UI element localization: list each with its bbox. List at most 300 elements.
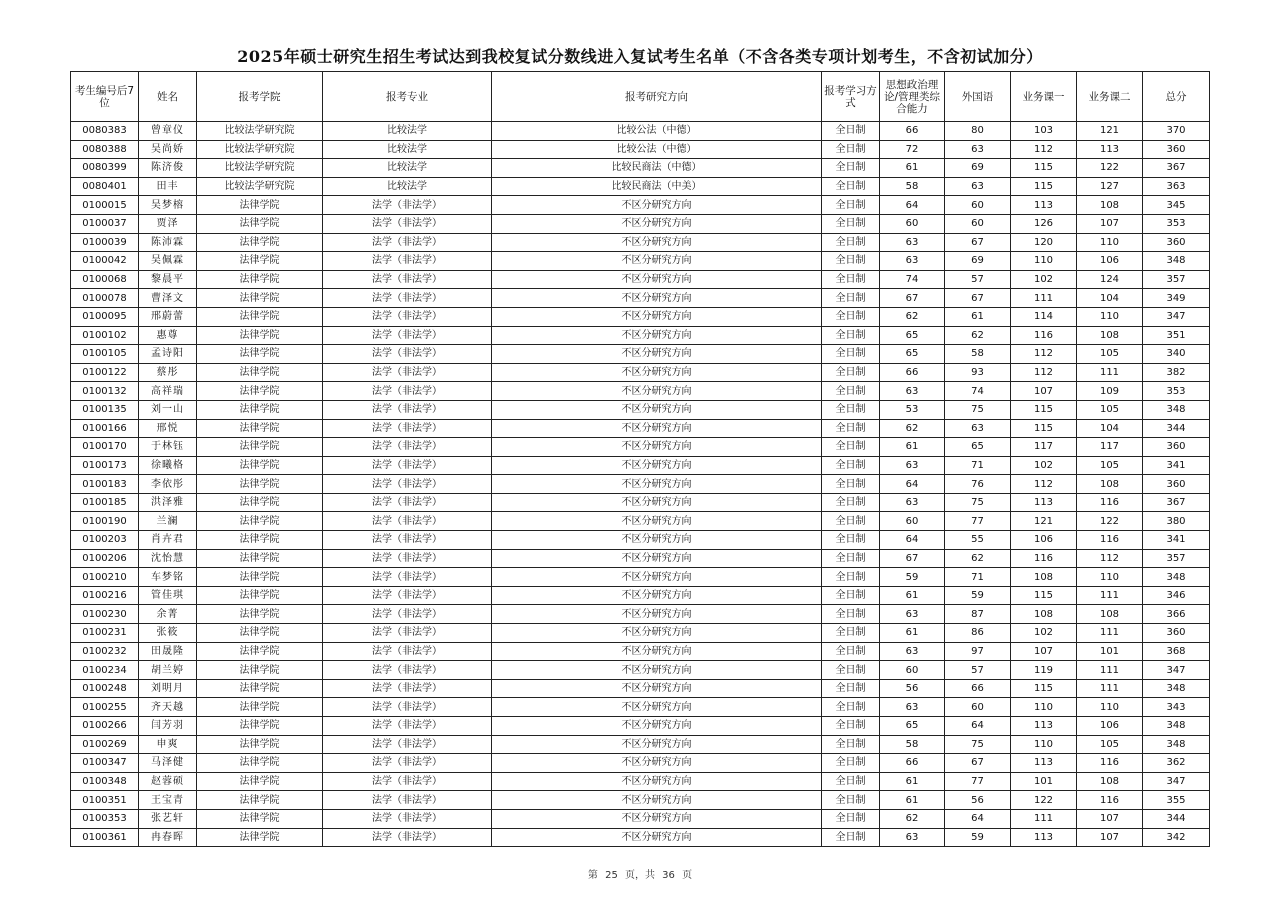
cell-candidate-name: 刘一山 (139, 400, 197, 419)
table-row (71, 326, 1210, 345)
cell-total-score: 360 (1143, 475, 1210, 494)
cell-course-two-score: 104 (1077, 419, 1143, 438)
table-row (71, 400, 1210, 419)
cell-school: 法律学院 (197, 568, 323, 587)
cell-school: 法律学院 (197, 624, 323, 643)
table-row (71, 196, 1210, 215)
cell-school: 法律学院 (197, 809, 323, 828)
cell-course-two-score: 109 (1077, 382, 1143, 401)
cell-exam-id: 0100232 (71, 642, 139, 661)
cell-politics-score: 62 (880, 419, 945, 438)
cell-school: 法律学院 (197, 475, 323, 494)
cell-study-mode: 全日制 (822, 568, 880, 587)
cell-study-mode: 全日制 (822, 754, 880, 773)
cell-major: 法学（非法学） (323, 456, 492, 475)
cell-study-mode: 全日制 (822, 122, 880, 141)
table-row (71, 493, 1210, 512)
cell-course-one-score: 103 (1011, 122, 1077, 141)
table-row (71, 512, 1210, 531)
cell-foreign-language-score: 62 (945, 549, 1011, 568)
header-school: 报考学院 (197, 72, 323, 122)
cell-politics-score: 63 (880, 493, 945, 512)
cell-major: 法学（非法学） (323, 679, 492, 698)
cell-course-one-score: 106 (1011, 531, 1077, 550)
cell-foreign-language-score: 75 (945, 493, 1011, 512)
header-course-two: 业务课二 (1077, 72, 1143, 122)
cell-foreign-language-score: 57 (945, 661, 1011, 680)
cell-candidate-name: 吴佩霖 (139, 252, 197, 271)
table-row (71, 122, 1210, 141)
cell-course-two-score: 127 (1077, 177, 1143, 196)
cell-candidate-name: 管佳琪 (139, 586, 197, 605)
cell-major: 法学（非法学） (323, 270, 492, 289)
cell-politics-score: 63 (880, 642, 945, 661)
cell-exam-id: 0080388 (71, 140, 139, 159)
cell-course-one-score: 116 (1011, 549, 1077, 568)
cell-study-mode: 全日制 (822, 735, 880, 754)
cell-candidate-name: 田丰 (139, 177, 197, 196)
cell-major: 法学（非法学） (323, 419, 492, 438)
cell-exam-id: 0100095 (71, 307, 139, 326)
cell-direction: 不区分研究方向 (492, 363, 822, 382)
cell-course-one-score: 115 (1011, 177, 1077, 196)
cell-exam-id: 0100170 (71, 438, 139, 457)
cell-exam-id: 0080401 (71, 177, 139, 196)
table-row (71, 270, 1210, 289)
cell-total-score: 370 (1143, 122, 1210, 141)
cell-direction: 不区分研究方向 (492, 828, 822, 847)
cell-exam-id: 0100353 (71, 809, 139, 828)
table-row (71, 419, 1210, 438)
cell-school: 法律学院 (197, 493, 323, 512)
cell-foreign-language-score: 97 (945, 642, 1011, 661)
cell-politics-score: 61 (880, 438, 945, 457)
cell-direction: 比较公法（中德） (492, 140, 822, 159)
table-row (71, 624, 1210, 643)
cell-direction: 不区分研究方向 (492, 233, 822, 252)
cell-study-mode: 全日制 (822, 791, 880, 810)
cell-study-mode: 全日制 (822, 828, 880, 847)
cell-course-two-score: 111 (1077, 586, 1143, 605)
cell-total-score: 368 (1143, 642, 1210, 661)
table-body (71, 122, 1210, 847)
cell-politics-score: 61 (880, 159, 945, 178)
cell-foreign-language-score: 65 (945, 438, 1011, 457)
cell-total-score: 344 (1143, 419, 1210, 438)
cell-study-mode: 全日制 (822, 549, 880, 568)
cell-candidate-name: 曹泽文 (139, 289, 197, 308)
cell-school: 法律学院 (197, 586, 323, 605)
cell-candidate-name: 余菁 (139, 605, 197, 624)
cell-course-two-score: 105 (1077, 735, 1143, 754)
cell-direction: 不区分研究方向 (492, 772, 822, 791)
cell-candidate-name: 吴梦榕 (139, 196, 197, 215)
cell-course-one-score: 114 (1011, 307, 1077, 326)
cell-total-score: 382 (1143, 363, 1210, 382)
cell-direction: 不区分研究方向 (492, 345, 822, 364)
cell-total-score: 380 (1143, 512, 1210, 531)
cell-major: 法学（非法学） (323, 605, 492, 624)
cell-foreign-language-score: 77 (945, 512, 1011, 531)
cell-politics-score: 64 (880, 531, 945, 550)
cell-exam-id: 0100210 (71, 568, 139, 587)
cell-school: 法律学院 (197, 679, 323, 698)
cell-study-mode: 全日制 (822, 326, 880, 345)
header-foreign-language: 外国语 (945, 72, 1011, 122)
cell-politics-score: 67 (880, 549, 945, 568)
cell-politics-score: 61 (880, 772, 945, 791)
cell-course-two-score: 107 (1077, 828, 1143, 847)
cell-direction: 不区分研究方向 (492, 679, 822, 698)
cell-exam-id: 0100105 (71, 345, 139, 364)
cell-politics-score: 65 (880, 345, 945, 364)
cell-major: 法学（非法学） (323, 512, 492, 531)
cell-course-one-score: 110 (1011, 252, 1077, 271)
table-row (71, 140, 1210, 159)
cell-candidate-name: 王宝青 (139, 791, 197, 810)
cell-course-one-score: 101 (1011, 772, 1077, 791)
cell-study-mode: 全日制 (822, 698, 880, 717)
cell-exam-id: 0100078 (71, 289, 139, 308)
cell-study-mode: 全日制 (822, 345, 880, 364)
cell-foreign-language-score: 86 (945, 624, 1011, 643)
cell-foreign-language-score: 61 (945, 307, 1011, 326)
header-study-mode: 报考学习方式 (822, 72, 880, 122)
cell-direction: 比较公法（中德） (492, 122, 822, 141)
cell-foreign-language-score: 75 (945, 400, 1011, 419)
cell-direction: 不区分研究方向 (492, 735, 822, 754)
cell-major: 法学（非法学） (323, 754, 492, 773)
cell-candidate-name: 兰澜 (139, 512, 197, 531)
cell-candidate-name: 田晟隆 (139, 642, 197, 661)
cell-school: 法律学院 (197, 717, 323, 736)
cell-course-two-score: 101 (1077, 642, 1143, 661)
cell-study-mode: 全日制 (822, 177, 880, 196)
cell-school: 法律学院 (197, 196, 323, 215)
cell-course-two-score: 116 (1077, 531, 1143, 550)
cell-foreign-language-score: 59 (945, 828, 1011, 847)
cell-school: 法律学院 (197, 438, 323, 457)
cell-study-mode: 全日制 (822, 400, 880, 419)
cell-total-score: 360 (1143, 624, 1210, 643)
cell-school: 法律学院 (197, 289, 323, 308)
table-row (71, 568, 1210, 587)
candidate-table (70, 71, 1210, 847)
cell-course-one-score: 112 (1011, 475, 1077, 494)
cell-direction: 不区分研究方向 (492, 754, 822, 773)
cell-direction: 比较民商法（中美） (492, 177, 822, 196)
table-row (71, 307, 1210, 326)
cell-course-one-score: 112 (1011, 363, 1077, 382)
cell-foreign-language-score: 60 (945, 214, 1011, 233)
cell-total-score: 347 (1143, 307, 1210, 326)
cell-direction: 不区分研究方向 (492, 252, 822, 271)
cell-foreign-language-score: 63 (945, 177, 1011, 196)
cell-study-mode: 全日制 (822, 531, 880, 550)
cell-politics-score: 53 (880, 400, 945, 419)
cell-study-mode: 全日制 (822, 661, 880, 680)
cell-major: 法学（非法学） (323, 809, 492, 828)
cell-politics-score: 64 (880, 196, 945, 215)
cell-total-score: 360 (1143, 438, 1210, 457)
cell-foreign-language-score: 63 (945, 140, 1011, 159)
cell-foreign-language-score: 64 (945, 717, 1011, 736)
cell-study-mode: 全日制 (822, 307, 880, 326)
cell-course-one-score: 112 (1011, 140, 1077, 159)
cell-course-one-score: 102 (1011, 624, 1077, 643)
cell-exam-id: 0100351 (71, 791, 139, 810)
cell-course-one-score: 111 (1011, 289, 1077, 308)
cell-study-mode: 全日制 (822, 475, 880, 494)
cell-exam-id: 0100269 (71, 735, 139, 754)
cell-candidate-name: 赵蓉硕 (139, 772, 197, 791)
cell-direction: 不区分研究方向 (492, 531, 822, 550)
cell-course-one-score: 115 (1011, 419, 1077, 438)
cell-course-two-score: 108 (1077, 605, 1143, 624)
cell-candidate-name: 肖卉君 (139, 531, 197, 550)
table-row (71, 382, 1210, 401)
cell-exam-id: 0100042 (71, 252, 139, 271)
cell-foreign-language-score: 55 (945, 531, 1011, 550)
cell-foreign-language-score: 56 (945, 791, 1011, 810)
cell-major: 法学（非法学） (323, 791, 492, 810)
cell-course-one-score: 122 (1011, 791, 1077, 810)
cell-major: 法学（非法学） (323, 717, 492, 736)
cell-study-mode: 全日制 (822, 772, 880, 791)
table-row (71, 438, 1210, 457)
cell-candidate-name: 刘明月 (139, 679, 197, 698)
cell-candidate-name: 孟诗阳 (139, 345, 197, 364)
cell-politics-score: 63 (880, 233, 945, 252)
cell-course-two-score: 106 (1077, 717, 1143, 736)
cell-candidate-name: 齐天越 (139, 698, 197, 717)
cell-total-score: 348 (1143, 400, 1210, 419)
cell-course-one-score: 121 (1011, 512, 1077, 531)
cell-foreign-language-score: 87 (945, 605, 1011, 624)
cell-foreign-language-score: 64 (945, 809, 1011, 828)
cell-course-one-score: 102 (1011, 456, 1077, 475)
cell-politics-score: 63 (880, 605, 945, 624)
cell-course-two-score: 108 (1077, 475, 1143, 494)
cell-course-two-score: 108 (1077, 772, 1143, 791)
table-row (71, 828, 1210, 847)
cell-school: 法律学院 (197, 307, 323, 326)
cell-course-two-score: 111 (1077, 679, 1143, 698)
cell-course-two-score: 112 (1077, 549, 1143, 568)
table-row (71, 717, 1210, 736)
cell-course-one-score: 126 (1011, 214, 1077, 233)
cell-course-two-score: 105 (1077, 456, 1143, 475)
cell-study-mode: 全日制 (822, 252, 880, 271)
cell-study-mode: 全日制 (822, 512, 880, 531)
cell-candidate-name: 贾泽 (139, 214, 197, 233)
cell-direction: 不区分研究方向 (492, 586, 822, 605)
cell-total-score: 345 (1143, 196, 1210, 215)
cell-study-mode: 全日制 (822, 233, 880, 252)
cell-major: 法学（非法学） (323, 382, 492, 401)
cell-total-score: 360 (1143, 233, 1210, 252)
cell-exam-id: 0100102 (71, 326, 139, 345)
cell-major: 法学（非法学） (323, 549, 492, 568)
cell-major: 法学（非法学） (323, 214, 492, 233)
cell-course-two-score: 107 (1077, 809, 1143, 828)
cell-course-two-score: 108 (1077, 326, 1143, 345)
cell-politics-score: 61 (880, 586, 945, 605)
cell-major: 法学（非法学） (323, 438, 492, 457)
cell-candidate-name: 马泽健 (139, 754, 197, 773)
table-row (71, 214, 1210, 233)
cell-politics-score: 72 (880, 140, 945, 159)
cell-course-two-score: 108 (1077, 196, 1143, 215)
cell-course-two-score: 122 (1077, 159, 1143, 178)
cell-major: 法学（非法学） (323, 624, 492, 643)
cell-exam-id: 0100203 (71, 531, 139, 550)
cell-foreign-language-score: 71 (945, 456, 1011, 475)
cell-course-two-score: 111 (1077, 624, 1143, 643)
cell-total-score: 362 (1143, 754, 1210, 773)
cell-course-one-score: 115 (1011, 586, 1077, 605)
cell-study-mode: 全日制 (822, 382, 880, 401)
cell-foreign-language-score: 67 (945, 233, 1011, 252)
cell-major: 法学（非法学） (323, 568, 492, 587)
cell-major: 比较法学 (323, 122, 492, 141)
cell-course-two-score: 105 (1077, 400, 1143, 419)
table-row (71, 754, 1210, 773)
table-row (71, 698, 1210, 717)
table-row (71, 177, 1210, 196)
cell-direction: 不区分研究方向 (492, 791, 822, 810)
cell-candidate-name: 张艺轩 (139, 809, 197, 828)
table-row (71, 586, 1210, 605)
cell-politics-score: 60 (880, 661, 945, 680)
cell-politics-score: 61 (880, 624, 945, 643)
cell-study-mode: 全日制 (822, 214, 880, 233)
cell-foreign-language-score: 58 (945, 345, 1011, 364)
cell-school: 法律学院 (197, 772, 323, 791)
cell-major: 法学（非法学） (323, 828, 492, 847)
cell-major: 法学（非法学） (323, 252, 492, 271)
cell-major: 法学（非法学） (323, 289, 492, 308)
cell-major: 法学（非法学） (323, 233, 492, 252)
table-row (71, 252, 1210, 271)
cell-foreign-language-score: 60 (945, 698, 1011, 717)
cell-politics-score: 60 (880, 214, 945, 233)
cell-course-two-score: 124 (1077, 270, 1143, 289)
cell-politics-score: 58 (880, 735, 945, 754)
cell-exam-id: 0100361 (71, 828, 139, 847)
cell-study-mode: 全日制 (822, 363, 880, 382)
cell-total-score: 343 (1143, 698, 1210, 717)
cell-candidate-name: 邢悦 (139, 419, 197, 438)
cell-school: 法律学院 (197, 326, 323, 345)
table-row (71, 363, 1210, 382)
cell-foreign-language-score: 69 (945, 159, 1011, 178)
cell-candidate-name: 胡兰婷 (139, 661, 197, 680)
cell-study-mode: 全日制 (822, 586, 880, 605)
cell-course-two-score: 105 (1077, 345, 1143, 364)
cell-course-one-score: 120 (1011, 233, 1077, 252)
cell-foreign-language-score: 74 (945, 382, 1011, 401)
cell-total-score: 349 (1143, 289, 1210, 308)
cell-politics-score: 62 (880, 809, 945, 828)
cell-total-score: 366 (1143, 605, 1210, 624)
cell-study-mode: 全日制 (822, 456, 880, 475)
cell-course-two-score: 110 (1077, 698, 1143, 717)
cell-course-two-score: 110 (1077, 568, 1143, 587)
cell-school: 法律学院 (197, 456, 323, 475)
cell-school: 法律学院 (197, 735, 323, 754)
cell-course-one-score: 113 (1011, 828, 1077, 847)
cell-direction: 比较民商法（中德） (492, 159, 822, 178)
cell-direction: 不区分研究方向 (492, 661, 822, 680)
cell-school: 法律学院 (197, 791, 323, 810)
cell-course-two-score: 107 (1077, 214, 1143, 233)
cell-candidate-name: 邢蔚蕾 (139, 307, 197, 326)
cell-exam-id: 0100255 (71, 698, 139, 717)
cell-foreign-language-score: 57 (945, 270, 1011, 289)
cell-course-one-score: 112 (1011, 345, 1077, 364)
cell-major: 法学（非法学） (323, 772, 492, 791)
cell-course-one-score: 110 (1011, 698, 1077, 717)
cell-exam-id: 0100122 (71, 363, 139, 382)
cell-school: 法律学院 (197, 214, 323, 233)
cell-politics-score: 59 (880, 568, 945, 587)
cell-candidate-name: 沈怡慧 (139, 549, 197, 568)
cell-course-one-score: 113 (1011, 493, 1077, 512)
cell-school: 法律学院 (197, 661, 323, 680)
header-politics: 思想政治理论/管理类综合能力 (880, 72, 945, 122)
cell-candidate-name: 李依彤 (139, 475, 197, 494)
cell-politics-score: 63 (880, 252, 945, 271)
cell-politics-score: 67 (880, 289, 945, 308)
cell-course-two-score: 111 (1077, 661, 1143, 680)
table-row (71, 605, 1210, 624)
cell-politics-score: 65 (880, 717, 945, 736)
table-row (71, 772, 1210, 791)
cell-major: 法学（非法学） (323, 363, 492, 382)
cell-politics-score: 63 (880, 382, 945, 401)
cell-direction: 不区分研究方向 (492, 642, 822, 661)
cell-total-score: 355 (1143, 791, 1210, 810)
cell-school: 比较法学研究院 (197, 122, 323, 141)
cell-candidate-name: 申爽 (139, 735, 197, 754)
cell-course-two-score: 116 (1077, 791, 1143, 810)
cell-politics-score: 63 (880, 828, 945, 847)
cell-major: 法学（非法学） (323, 531, 492, 550)
cell-exam-id: 0100266 (71, 717, 139, 736)
cell-politics-score: 66 (880, 122, 945, 141)
cell-total-score: 357 (1143, 270, 1210, 289)
cell-exam-id: 0100068 (71, 270, 139, 289)
cell-foreign-language-score: 75 (945, 735, 1011, 754)
cell-course-one-score: 116 (1011, 326, 1077, 345)
cell-direction: 不区分研究方向 (492, 289, 822, 308)
cell-direction: 不区分研究方向 (492, 809, 822, 828)
cell-total-score: 367 (1143, 493, 1210, 512)
cell-foreign-language-score: 59 (945, 586, 1011, 605)
cell-total-score: 348 (1143, 568, 1210, 587)
cell-course-one-score: 117 (1011, 438, 1077, 457)
cell-exam-id: 0100166 (71, 419, 139, 438)
cell-school: 法律学院 (197, 754, 323, 773)
cell-exam-id: 0100230 (71, 605, 139, 624)
cell-direction: 不区分研究方向 (492, 624, 822, 643)
cell-course-one-score: 111 (1011, 809, 1077, 828)
cell-course-one-score: 107 (1011, 382, 1077, 401)
table-row (71, 531, 1210, 550)
cell-course-one-score: 108 (1011, 568, 1077, 587)
cell-candidate-name: 车梦铭 (139, 568, 197, 587)
